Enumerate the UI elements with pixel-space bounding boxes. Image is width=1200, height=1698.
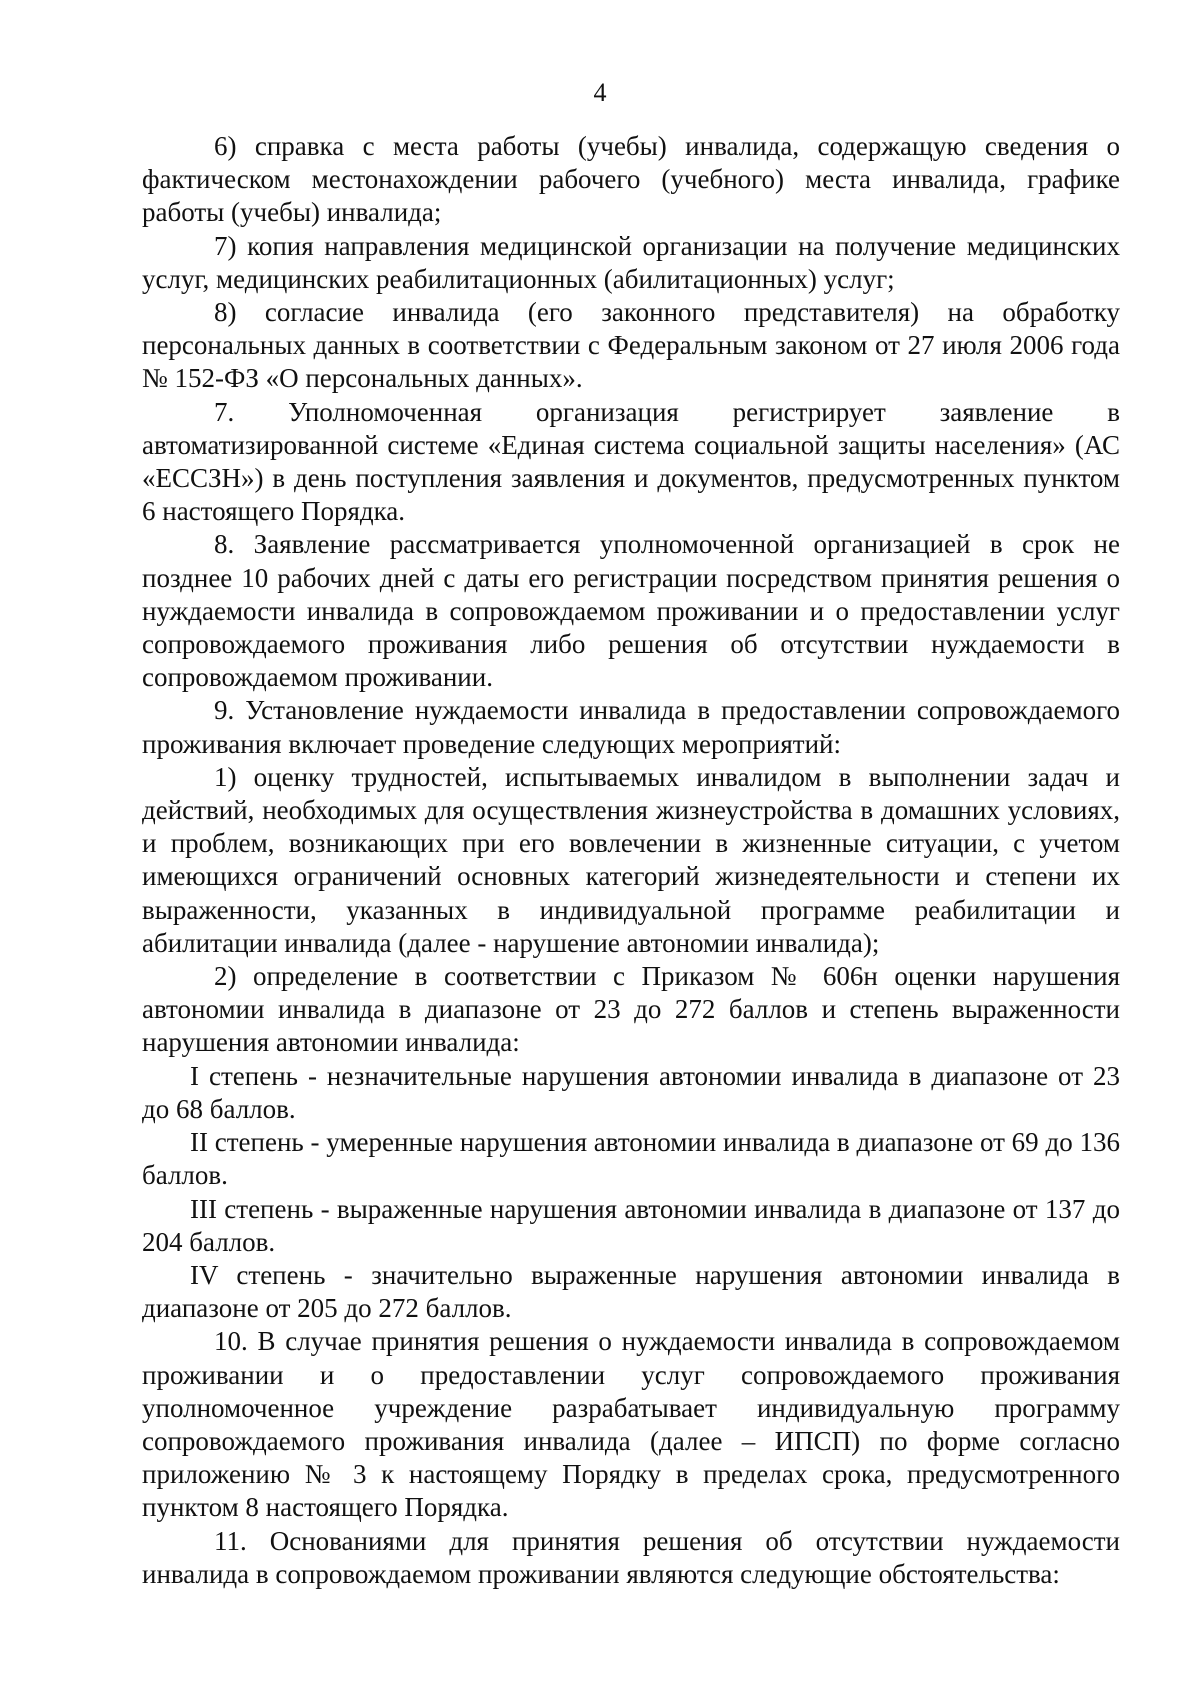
paragraph-clause-11: 11. Основаниями для принятия решения об отсутствии нуждаемости инвалида в сопровождаемом проживании являются следующие обстоятельства: <box>142 1525 1120 1589</box>
paragraph-clause-8: 8. Заявление рассматривается уполномоченной организацией в срок не позднее 10 рабочих дней с даты его регистрации посредством принятия решения о нуждаемости инвалида в сопровождаемом проживании и о предоставлении услуг сопровождаемого проживания либо решения об отсутствии нуждаемости в сопровождаемом проживании. <box>142 529 1120 693</box>
paragraph-degree-2: II степень - умеренные нарушения автономии инвалида в диапазоне от 69 до 136 баллов. <box>142 1127 1120 1191</box>
page-number: 4 <box>593 78 607 107</box>
paragraph-degree-1: I степень - незначительные нарушения автономии инвалида в диапазоне от 23 до 68 баллов. <box>142 1060 1120 1124</box>
paragraph-item-7: 7) копия направления медицинской организации на получение медицинских услуг, медицинских реабилитационных (абилитационных) услуг; <box>142 230 1120 294</box>
document-body <box>142 130 1120 1591</box>
paragraph-clause-10: 10. В случае принятия решения о нуждаемости инвалида в сопровождаемом проживании и о предоставлении услуг сопровождаемого проживания уполномоченное учреждение разрабатывает индивидуальную программу сопровождаемого проживания инвалида (далее – ИПСП) по форме согласно приложению № 3 к настоящему Порядку в пределах срока, предусмотренного пунктом 8 настоящего Порядка. <box>142 1326 1120 1523</box>
paragraph-clause-7: 7. Уполномоченная организация регистрирует заявление в автоматизированной системе «Единая система социальной защиты населения» (АС «ЕССЗН») в день поступления заявления и документов, предусмотренных пунктом 6 настоящего Порядка. <box>142 396 1120 527</box>
paragraph-item-6: 6) справка с места работы (учебы) инвалида, содержащую сведения о фактическом местонахождении рабочего (учебного) места инвалида, графике работы (учебы) инвалида; <box>142 131 1120 228</box>
paragraph-degree-3: III степень - выраженные нарушения автономии инвалида в диапазоне от 137 до 204 баллов. <box>142 1193 1120 1257</box>
paragraph-subitem-2: 2) определение в соответствии с Приказом № 606н оценки нарушения автономии инвалида в диапазоне от 23 до 272 баллов и степень выраженности нарушения автономии инвалида: <box>142 961 1120 1058</box>
paragraph-degree-4: IV степень - значительно выраженные нарушения автономии инвалида в диапазоне от 205 до 272 баллов. <box>142 1259 1120 1324</box>
paragraph-item-8: 8) согласие инвалида (его законного представителя) на обработку персональных данных в соответствии с Федеральным законом от 27 июля 2006 года № 152-ФЗ «О персональных данных». <box>142 297 1120 394</box>
paragraph-clause-9: 9. Установление нуждаемости инвалида в предоставлении сопровождаемого проживания включает проведение следующих мероприятий: <box>142 695 1120 759</box>
paragraph-subitem-1: 1) оценку трудностей, испытываемых инвалидом в выполнении задач и действий, необходимых для осуществления жизнеустройства в домашних условиях, и проблем, возникающих при его вовлечении в жизненные ситуации, с учетом имеющихся ограничений основных категорий жизнедеятельности и степени их выраженности, указанных в индивидуальной программе реабилитации и абилитации инвалида (далее - нарушение автономии инвалида); <box>142 761 1120 958</box>
